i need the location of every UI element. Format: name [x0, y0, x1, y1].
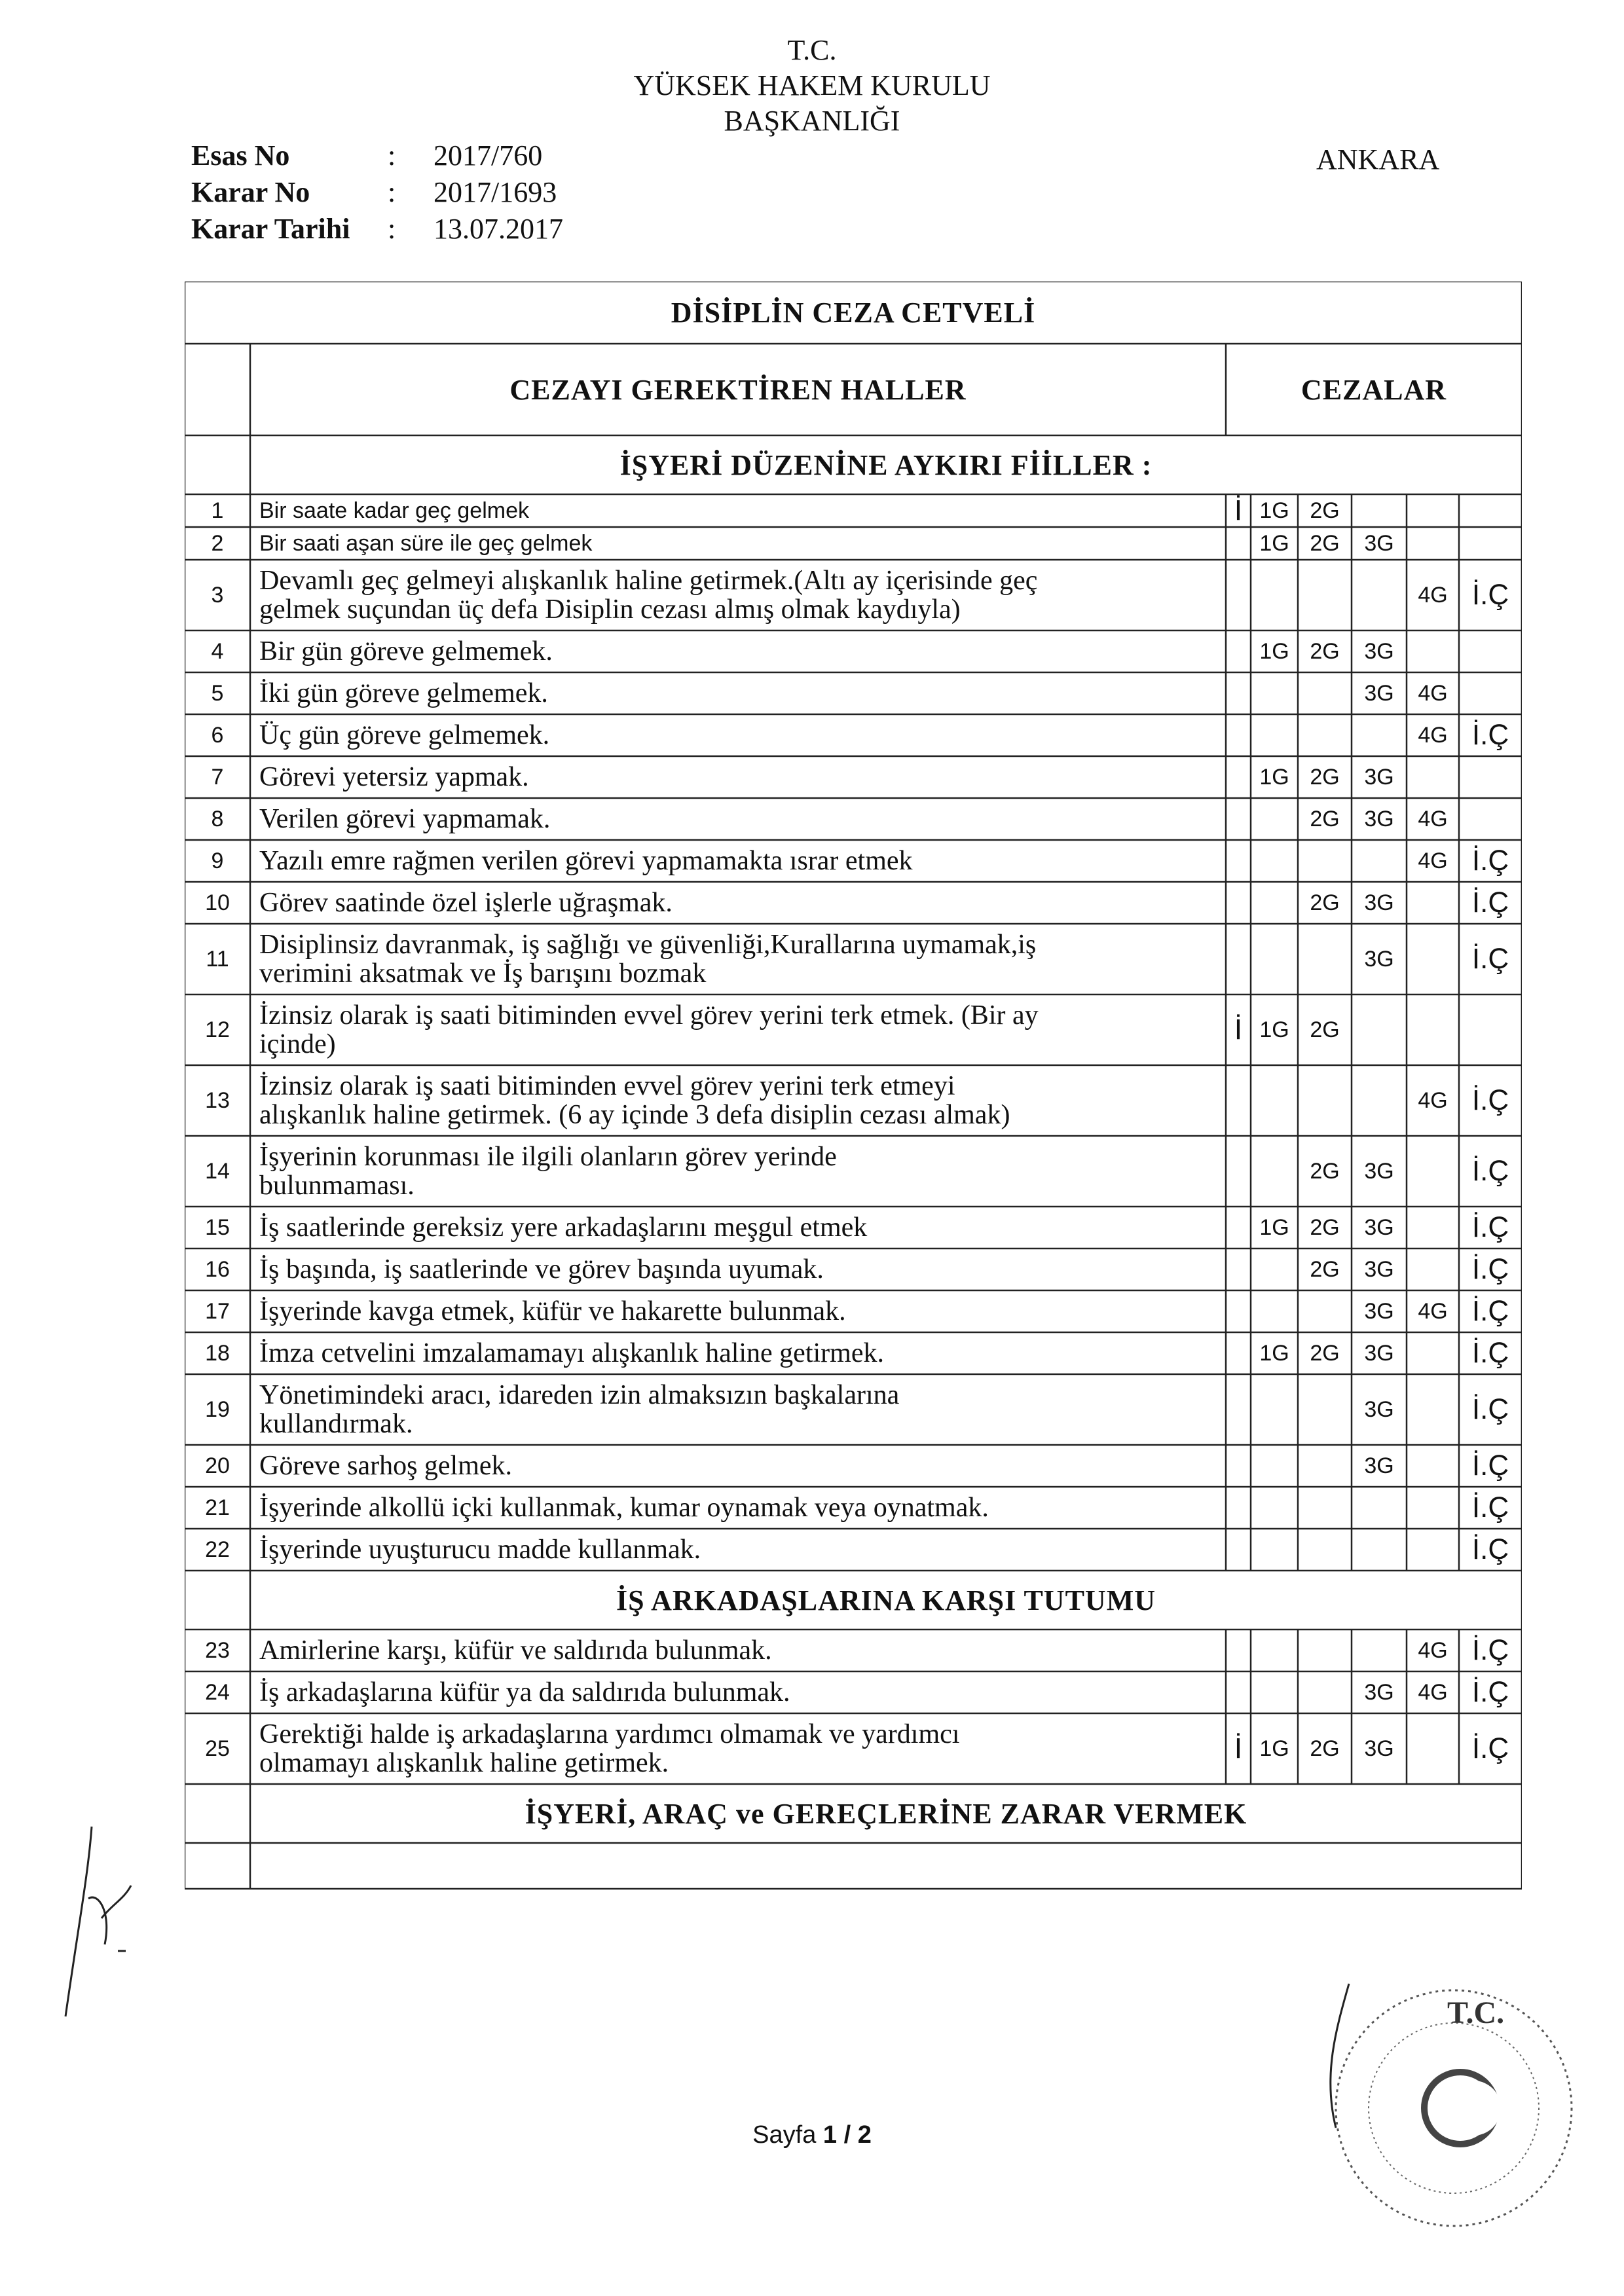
penalty-cell: 1G: [1259, 1214, 1289, 1240]
penalty-cell: 4G: [1418, 1298, 1448, 1324]
penalty-cell: [1226, 1136, 1251, 1207]
penalty-cell: 2G: [1310, 1214, 1340, 1240]
penalty-cell: 2G: [1310, 1256, 1340, 1282]
header-department: BAŞKANLIĞI: [724, 105, 900, 137]
row-number: 19: [205, 1396, 230, 1422]
penalty-cell: İ.Ç: [1471, 1393, 1509, 1425]
penalty-cell: 2G: [1310, 530, 1340, 556]
penalty-cell: [1352, 560, 1407, 630]
penalty-cell: [1251, 1445, 1298, 1487]
case-colon: :: [388, 139, 396, 172]
penalty-cell: [1226, 882, 1251, 924]
penalty-cell: [1226, 1290, 1251, 1332]
row-description: İşyerinin korunması ile ilgili olanların görev yerinde bulunmaması.: [259, 1142, 837, 1201]
penalty-cell: İ.Ç: [1471, 719, 1509, 751]
row-number: 1: [211, 498, 224, 523]
penalty-cell: [1226, 1374, 1251, 1445]
section-title: İŞ ARKADAŞLARINA KARŞI TUTUMU: [616, 1584, 1156, 1616]
case-value: 2017/1693: [434, 176, 557, 208]
penalty-cell: [1251, 560, 1298, 630]
penalty-cell: [1407, 1207, 1459, 1248]
penalty-cell: 3G: [1364, 1214, 1394, 1240]
penalty-cell: [1226, 630, 1251, 672]
penalty-cell: [1407, 756, 1459, 798]
row-number: 8: [211, 806, 224, 831]
page-number: 1 / 2: [822, 2121, 872, 2149]
penalty-cell: 3G: [1364, 1340, 1394, 1366]
row-description: İki gün göreve gelmemek.: [259, 678, 548, 708]
penalty-cell: İ.Ç: [1471, 1491, 1509, 1523]
row-description: Bir gün göreve gelmemek.: [259, 636, 553, 666]
penalty-cell: [1459, 756, 1522, 798]
penalty-cell: [1298, 1671, 1352, 1713]
penalty-cell: [1352, 494, 1407, 527]
case-row-karar: [191, 174, 563, 211]
penalty-cell: İ.Ç: [1471, 1337, 1509, 1369]
penalty-cell: [1352, 994, 1407, 1065]
penalty-cell: [1407, 1529, 1459, 1571]
penalty-cell: [1226, 1529, 1251, 1571]
penalty-cell: 4G: [1418, 722, 1448, 748]
case-info: [191, 137, 563, 247]
penalty-cell: 2G: [1310, 1158, 1340, 1184]
penalty-cell: 2G: [1310, 638, 1340, 664]
penalty-cell: 2G: [1310, 764, 1340, 790]
row-number: 20: [205, 1453, 230, 1478]
penalty-cell: [1251, 924, 1298, 994]
penalty-cell: [1407, 1136, 1459, 1207]
penalty-cell: 1G: [1259, 498, 1289, 523]
penalty-cell: [1407, 994, 1459, 1065]
penalty-cell: [1298, 714, 1352, 756]
row-number: 18: [205, 1340, 230, 1366]
row-number: 5: [211, 680, 224, 706]
penalty-cell: [1226, 527, 1251, 560]
penalty-cell: [1352, 1487, 1407, 1529]
penalty-cell: [1226, 714, 1251, 756]
penalty-cell: İ.Ç: [1471, 579, 1509, 611]
penalty-cell: 3G: [1364, 1679, 1394, 1705]
penalty-cell: [1298, 672, 1352, 714]
penalty-cell: [1298, 1630, 1352, 1671]
table-title: DİSİPLİN CEZA CETVELİ: [671, 297, 1036, 329]
penalty-cell: [1298, 1290, 1352, 1332]
penalty-cell: İ.Ç: [1471, 1155, 1509, 1187]
penalty-cell: [1226, 560, 1251, 630]
penalty-cell: İ.Ç: [1471, 1449, 1509, 1482]
penalty-cell: [1459, 494, 1522, 527]
case-row-tarih: [191, 211, 563, 247]
penalty-cell: [1407, 924, 1459, 994]
penalty-cell: [1298, 1374, 1352, 1445]
row-number: 10: [205, 890, 230, 915]
row-number: 16: [205, 1256, 230, 1282]
penalty-cell: 3G: [1364, 1298, 1394, 1324]
penalty-cell: [1226, 798, 1251, 840]
row-description: İşyerinde kavga etmek, küfür ve hakarette bulunmak.: [259, 1296, 846, 1326]
row-description: İmza cetvelini imzalamamayı alışkanlık haline getirmek.: [259, 1338, 884, 1368]
official-seal-icon: [1310, 1977, 1598, 2265]
section-title: İŞYERİ, ARAÇ ve GEREÇLERİNE ZARAR VERMEK: [525, 1797, 1247, 1830]
row-number: 9: [211, 848, 224, 873]
penalty-cell: 4G: [1418, 582, 1448, 608]
row-description: Görev saatinde özel işlerle uğraşmak.: [259, 888, 673, 918]
city: ANKARA: [1316, 143, 1440, 175]
row-number: 23: [205, 1637, 230, 1663]
penalty-cell: [1407, 527, 1459, 560]
penalty-cell: [1251, 840, 1298, 882]
penalty-cell: [1298, 1065, 1352, 1136]
penalty-cell: [1251, 1248, 1298, 1290]
penalty-cell: [1352, 1065, 1407, 1136]
penalty-cell: İ: [1234, 494, 1243, 526]
penalty-cell: [1407, 630, 1459, 672]
penalty-cell: 2G: [1310, 1736, 1340, 1761]
penalty-cell: [1459, 630, 1522, 672]
penalty-cell: 4G: [1418, 1087, 1448, 1113]
case-colon: :: [388, 176, 396, 208]
case-colon: :: [388, 213, 396, 245]
penalty-cell: [1226, 924, 1251, 994]
penalty-cell: [1226, 1671, 1251, 1713]
penalty-cell: 3G: [1364, 530, 1394, 556]
row-number: 22: [205, 1537, 230, 1562]
penalty-cell: [1407, 1248, 1459, 1290]
penalty-cell: İ.Ç: [1471, 886, 1509, 919]
penalty-cell: 3G: [1364, 680, 1394, 706]
discipline-penalty-table: [185, 282, 1522, 1891]
penalty-cell: 4G: [1418, 848, 1448, 873]
penalty-cell: 4G: [1418, 806, 1448, 831]
penalty-cell: [1226, 840, 1251, 882]
row-description: Disiplinsiz davranmak, iş sağlığı ve güvenliği,Kurallarına uymamak,iş verimini aksatmak ve İş barışını bozmak: [259, 930, 1037, 989]
penalty-cell: 3G: [1364, 1736, 1394, 1761]
penalty-cell: [1459, 994, 1522, 1065]
penalty-cell: 2G: [1310, 498, 1340, 523]
penalty-cell: 1G: [1259, 1340, 1289, 1366]
penalty-cell: [1251, 1529, 1298, 1571]
case-label: Esas No: [191, 139, 290, 172]
penalty-cell: [1251, 1671, 1298, 1713]
penalty-cell: İ.Ç: [1471, 943, 1509, 975]
penalty-cell: [1407, 1713, 1459, 1784]
penalty-cell: [1226, 1445, 1251, 1487]
penalty-cell: [1251, 1065, 1298, 1136]
penalty-cell: İ: [1234, 1013, 1243, 1046]
penalty-cell: [1407, 882, 1459, 924]
row-number: 21: [205, 1495, 230, 1520]
case-value: 2017/760: [434, 139, 543, 172]
row-description: Gerektiği halde iş arkadaşlarına yardımcı olmamak ve yardımcı olmamayı alışkanlık haline getirmek.: [259, 1719, 960, 1778]
penalty-cell: [1251, 1136, 1298, 1207]
penalty-cell: [1352, 714, 1407, 756]
penalty-cell: [1407, 1332, 1459, 1374]
row-number: 6: [211, 722, 224, 748]
penalty-cell: [1226, 1065, 1251, 1136]
row-number: 14: [205, 1158, 230, 1184]
penalty-cell: [1226, 1630, 1251, 1671]
row-description: Devamlı geç gelmeyi alışkanlık haline getirmek.(Altı ay içerisinde geç gelmek suçundan üç defa Disiplin cezası almış olmak kaydıyla): [259, 566, 1038, 625]
case-label: Karar No: [191, 176, 310, 208]
penalty-cell: İ.Ç: [1471, 1211, 1509, 1243]
row-number: 24: [205, 1679, 230, 1705]
penalty-cell: 4G: [1418, 1637, 1448, 1663]
row-description: Bir saati aşan süre ile geç gelmek: [259, 531, 593, 556]
header-country: T.C.: [787, 34, 837, 66]
row-description: İş başında, iş saatlerinde ve görev başında uyumak.: [259, 1254, 824, 1285]
penalty-cell: İ.Ç: [1471, 1253, 1509, 1285]
penalty-cell: İ.Ç: [1471, 1295, 1509, 1327]
row-description: İşyerinde alkollü içki kullanmak, kumar oynamak veya oynatmak.: [259, 1493, 989, 1523]
penalty-cell: [1298, 840, 1352, 882]
penalty-cell: [1298, 1487, 1352, 1529]
header-institution: YÜKSEK HAKEM KURULU: [633, 69, 991, 101]
column-header-cases: CEZAYI GEREKTİREN HALLER: [509, 373, 967, 406]
row-description: İşyerinde uyuşturucu madde kullanmak.: [259, 1535, 701, 1565]
penalty-cell: [1226, 1207, 1251, 1248]
penalty-cell: 1G: [1259, 1736, 1289, 1761]
row-number: 3: [211, 582, 224, 608]
row-description: İzinsiz olarak iş saati bitiminden evvel görev yerini terk etmeyi alışkanlık haline getirmek. (6 ay içinde 3 defa disiplin cezası almak): [259, 1071, 1010, 1130]
row-description: Verilen görevi yapmamak.: [259, 804, 551, 834]
penalty-cell: 2G: [1310, 806, 1340, 831]
penalty-cell: 2G: [1310, 1017, 1340, 1042]
row-description: Yönetimindeki aracı, idareden izin almaksızın başkalarına kullandırmak.: [259, 1380, 900, 1439]
penalty-cell: 3G: [1364, 1396, 1394, 1422]
row-number: 17: [205, 1298, 230, 1324]
penalty-cell: [1251, 882, 1298, 924]
penalty-cell: 4G: [1418, 680, 1448, 706]
row-number: 7: [211, 764, 224, 790]
penalty-cell: [1407, 1445, 1459, 1487]
penalty-cell: 2G: [1310, 890, 1340, 915]
penalty-cell: İ.Ç: [1471, 1732, 1509, 1764]
row-number: 25: [205, 1736, 230, 1761]
penalty-cell: [1459, 672, 1522, 714]
row-description: Göreve sarhoş gelmek.: [259, 1451, 513, 1481]
penalty-cell: [1226, 1487, 1251, 1529]
row-description: İzinsiz olarak iş saati bitiminden evvel görev yerini terk etmek. (Bir ay içinde): [259, 1000, 1039, 1059]
penalty-cell: 4G: [1418, 1679, 1448, 1705]
row-description: İş arkadaşlarına küfür ya da saldırıda bulunmak.: [259, 1677, 790, 1707]
row-number: 12: [205, 1017, 230, 1042]
penalty-cell: [1226, 1248, 1251, 1290]
case-value: 13.07.2017: [434, 213, 563, 245]
penalty-cell: 1G: [1259, 638, 1289, 664]
document-header: [0, 33, 1624, 139]
penalty-cell: [1352, 840, 1407, 882]
penalty-cell: [1459, 798, 1522, 840]
column-header-penalties: CEZALAR: [1301, 373, 1447, 406]
penalty-cell: [1251, 1290, 1298, 1332]
penalty-cell: 3G: [1364, 890, 1394, 915]
row-description: Bir saate kadar geç gelmek: [259, 498, 529, 523]
penalty-cell: İ: [1234, 1732, 1243, 1764]
signature-icon: [52, 1820, 144, 2030]
penalty-cell: İ.Ç: [1471, 1533, 1509, 1565]
penalty-cell: [1407, 494, 1459, 527]
section-title: İŞYERİ DÜZENİNE AYKIRI FİİLLER :: [619, 448, 1153, 481]
penalty-cell: 3G: [1364, 764, 1394, 790]
penalty-cell: [1459, 527, 1522, 560]
row-number: 4: [211, 638, 224, 664]
penalty-cell: [1298, 924, 1352, 994]
penalty-cell: [1407, 1374, 1459, 1445]
penalty-cell: [1352, 1630, 1407, 1671]
penalty-cell: [1407, 1487, 1459, 1529]
penalty-cell: 2G: [1310, 1340, 1340, 1366]
penalty-cell: 3G: [1364, 1453, 1394, 1478]
row-number: 11: [206, 946, 229, 972]
row-description: İş saatlerinde gereksiz yere arkadaşlarını meşgul etmek: [259, 1212, 868, 1243]
penalty-cell: [1251, 714, 1298, 756]
row-description: Görevi yetersiz yapmak.: [259, 762, 529, 792]
row-description: Üç gün göreve gelmemek.: [259, 720, 550, 750]
row-number: 13: [205, 1087, 230, 1113]
penalty-cell: [1226, 1332, 1251, 1374]
penalty-cell: İ.Ç: [1471, 1676, 1509, 1708]
penalty-cell: [1251, 1487, 1298, 1529]
penalty-cell: 3G: [1364, 638, 1394, 664]
penalty-cell: [1298, 1529, 1352, 1571]
page-label: Sayfa: [752, 2121, 817, 2149]
penalty-cell: [1352, 1529, 1407, 1571]
penalty-cell: [1298, 560, 1352, 630]
row-number: 15: [205, 1214, 230, 1240]
row-number: 2: [211, 530, 224, 556]
penalty-cell: [1251, 672, 1298, 714]
penalty-cell: 1G: [1259, 764, 1289, 790]
case-label: Karar Tarihi: [191, 213, 350, 245]
penalty-cell: [1298, 1445, 1352, 1487]
penalty-cell: [1226, 672, 1251, 714]
penalty-cell: 3G: [1364, 946, 1394, 972]
row-description: Yazılı emre rağmen verilen görevi yapmamakta ısrar etmek: [259, 846, 913, 876]
penalty-cell: [1251, 1374, 1298, 1445]
penalty-cell: 3G: [1364, 806, 1394, 831]
case-row-esas: [191, 137, 563, 174]
penalty-cell: [1251, 1630, 1298, 1671]
seal-text: T.C.: [1447, 1995, 1505, 2030]
penalty-cell: [1251, 798, 1298, 840]
penalty-cell: 3G: [1364, 1158, 1394, 1184]
penalty-cell: 1G: [1259, 530, 1289, 556]
penalty-cell: İ.Ç: [1471, 845, 1509, 877]
penalty-cell: İ.Ç: [1471, 1084, 1509, 1116]
penalty-cell: İ.Ç: [1471, 1634, 1509, 1666]
penalty-cell: 3G: [1364, 1256, 1394, 1282]
penalty-cell: [1226, 756, 1251, 798]
row-description: Amirlerine karşı, küfür ve saldırıda bulunmak.: [259, 1635, 772, 1666]
penalty-cell: 1G: [1259, 1017, 1289, 1042]
